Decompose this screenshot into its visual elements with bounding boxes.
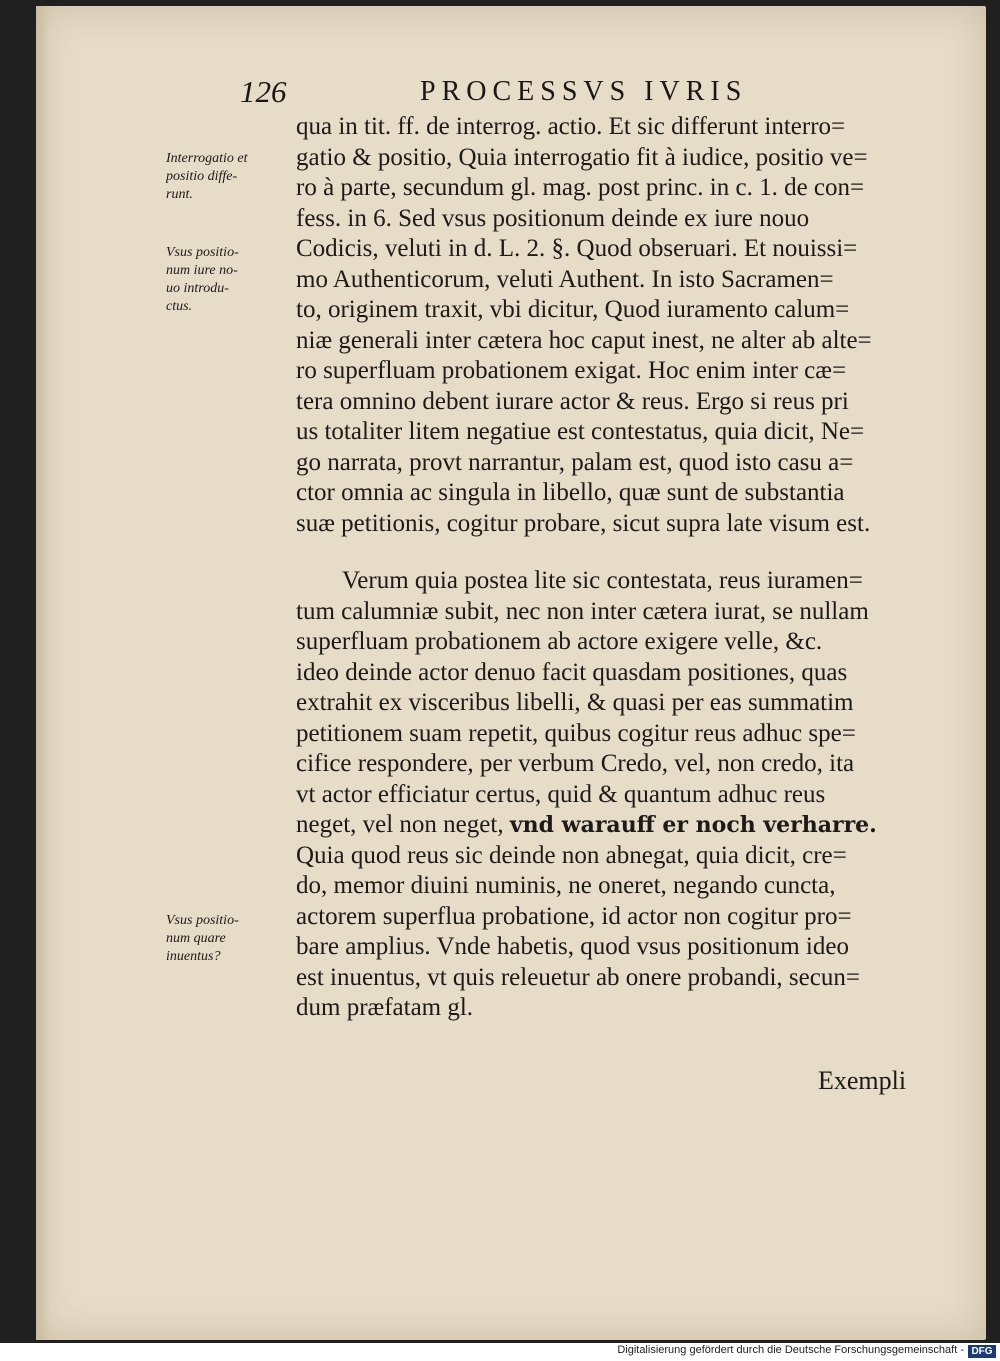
- text-line: gatio & positio, Quia interrogatio fit à iudice, positio ve=: [296, 143, 868, 171]
- marginal-note-1: [166, 150, 292, 204]
- text-line: vt actor efficiatur certus, quid & quantum adhuc reus: [296, 780, 826, 808]
- text-line: dum præfatam gl.: [296, 994, 474, 1021]
- text-line-blackletter: vnd warauff er noch verharre.: [509, 812, 877, 838]
- text-line: fess. in 6. Sed vsus positionum deinde ex iure nouo: [296, 204, 810, 232]
- page-number: 126: [240, 74, 287, 109]
- text-line: niæ generali inter cætera hoc caput inest, ne alter ab alte=: [296, 326, 872, 354]
- marginal-line: num iure no-: [166, 263, 238, 278]
- text-line: extrahit ex visceribus libelli, & quasi per eas summatim: [296, 689, 854, 716]
- text-line: ro à parte, secundum gl. mag. post princ. in c. 1. de con=: [296, 174, 865, 201]
- catchword: Exempli: [818, 1066, 907, 1095]
- marginal-line: uo introdu-: [166, 281, 229, 296]
- text-line: superfluam probationem ab actore exigere velle, &c.: [296, 628, 823, 655]
- marginal-line: inuentus?: [166, 949, 221, 964]
- text-line: mo Authenticorum, veluti Authent. In isto Sacramen=: [296, 265, 834, 293]
- marginal-line: Interrogatio et: [166, 151, 248, 166]
- text-line: bare amplius. Vnde habetis, quod vsus positionum ideo: [296, 933, 849, 960]
- text-line: Verum quia postea lite sic contestata, reus iuramen=: [342, 567, 863, 594]
- funding-credit: Digitalisierung gefördert durch die Deutsche Forschungsgemeinschaft -: [617, 1344, 964, 1356]
- text-line: Codicis, veluti in d. L. 2. §. Quod obseruari. Et nouissi=: [296, 235, 858, 262]
- text-line: us totaliter litem negatiue est contestatus, quia dicit, Ne=: [296, 418, 865, 445]
- marginal-line: num quare: [166, 931, 226, 946]
- running-head: PROCESSVS IVRIS: [420, 76, 748, 107]
- body-paragraph-2: [296, 566, 926, 1024]
- text-line: tum calumniæ subit, nec non inter cætera iurat, se nullam: [296, 597, 869, 625]
- dfg-logo-icon[interactable]: DFG: [968, 1345, 996, 1358]
- body-paragraph-1: [296, 112, 926, 539]
- text-line: to, originem traxit, vbi dicitur, Quod iuramento calum=: [296, 296, 850, 323]
- text-line: actorem superflua probatione, id actor non cogitur pro=: [296, 902, 852, 930]
- text-line: ro superfluam probationem exigat. Hoc enim inter cæ=: [296, 357, 847, 384]
- marginal-note-2: [166, 244, 292, 316]
- text-line: go narrata, provt narrantur, palam est, quod isto casu a=: [296, 448, 854, 476]
- text-line: tera omnino debent iurare actor & reus. Ergo si reus pri: [296, 387, 849, 415]
- marginal-line: Vsus positio-: [166, 245, 239, 260]
- text-line: qua in tit. ff. de interrog. actio. Et sic differunt interro=: [296, 113, 846, 140]
- text-line: suæ petitionis, cogitur probare, sicut supra late visum est.: [296, 509, 871, 537]
- text-line: Quia quod reus sic deinde non abnegat, quia dicit, cre=: [296, 841, 847, 869]
- marginal-line: positio diffe-: [166, 169, 238, 184]
- marginal-line: Vsus positio-: [166, 913, 239, 928]
- text-line: est inuentus, vt quis releuetur ab onere probandi, secun=: [296, 963, 860, 991]
- marginal-line: ctus.: [166, 299, 193, 314]
- marginal-line: runt.: [166, 187, 193, 202]
- text-line: ideo deinde actor denuo facit quasdam positiones, quas: [296, 658, 848, 686]
- text-line: ctor omnia ac singula in libello, quæ sunt de substantia: [296, 479, 845, 506]
- text-line: cifice respondere, per verbum Credo, vel, non credo, ita: [296, 750, 855, 777]
- text-line-roman: neget, vel non neget,: [296, 811, 510, 838]
- text-line: do, memor diuini numinis, ne oneret, negando cuncta,: [296, 872, 836, 899]
- text-line: petitionem suam repetit, quibus cogitur reus adhuc spe=: [296, 719, 856, 747]
- text-line: [296, 810, 926, 841]
- page-gutter-shadow: [36, 6, 50, 1340]
- marginal-note-3: [166, 912, 292, 966]
